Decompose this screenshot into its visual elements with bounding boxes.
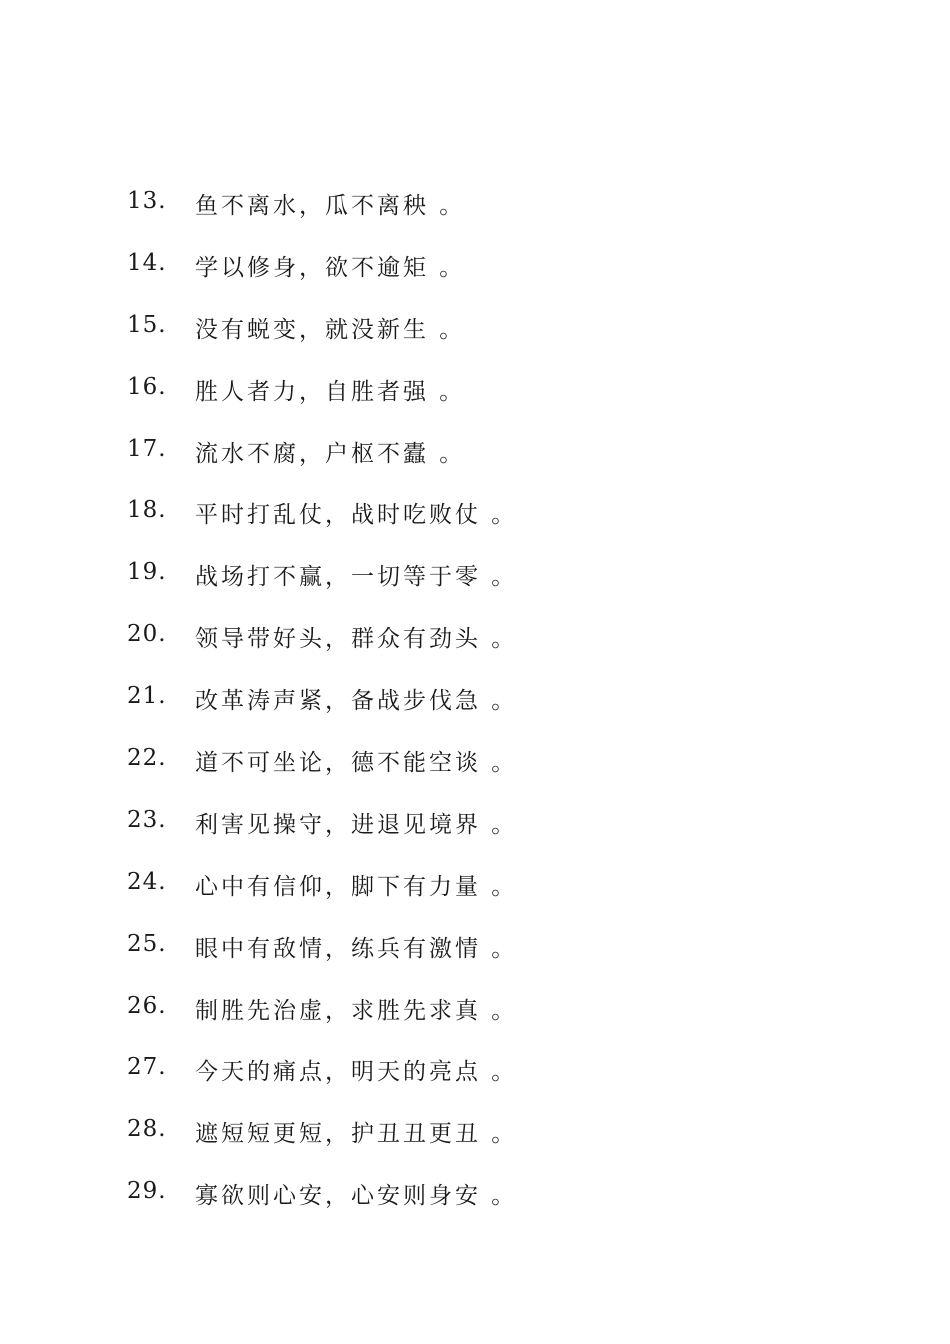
list-item	[0, 851, 950, 913]
item-number: 21.	[127, 683, 167, 710]
item-text: 流水不腐，户枢不蠹 。	[195, 440, 466, 467]
item-text: 寡欲则心安，心安则身安 。	[195, 1183, 518, 1210]
item-text: 胜人者力，自胜者强 。	[195, 378, 466, 405]
item-text: 道不可坐论，德不能空谈 。	[195, 750, 518, 777]
list-item	[0, 356, 950, 418]
list-item	[0, 232, 950, 294]
item-text: 领导带好头，群众有劲头 。	[195, 626, 518, 653]
list-item	[0, 479, 950, 541]
numbered-list	[0, 170, 950, 1222]
list-item	[0, 1160, 950, 1222]
item-text: 制胜先治虚，求胜先求真 。	[195, 997, 518, 1024]
item-number: 20.	[127, 621, 167, 648]
list-item	[0, 975, 950, 1037]
item-text: 鱼不离水，瓜不离秧 。	[195, 193, 466, 219]
item-number: 23.	[127, 806, 167, 833]
item-text: 没有蜕变，就没新生 。	[195, 316, 466, 343]
list-item	[0, 294, 950, 356]
item-number: 19.	[127, 559, 167, 586]
item-number: 16.	[127, 373, 167, 400]
list-item	[0, 1036, 950, 1098]
list-item	[0, 665, 950, 727]
item-number: 26.	[127, 992, 167, 1019]
item-number: 15.	[127, 311, 167, 338]
item-number: 14.	[127, 249, 167, 276]
item-text: 学以修身，欲不逾矩 。	[195, 254, 466, 281]
item-text: 改革涛声紧，备战步伐急 。	[195, 688, 518, 715]
item-text: 战场打不赢，一切等于零 。	[195, 564, 518, 591]
list-item	[0, 727, 950, 789]
item-number: 29.	[127, 1178, 167, 1205]
list-item	[0, 170, 950, 232]
list-item	[0, 603, 950, 665]
item-number: 17.	[127, 435, 167, 462]
item-text: 平时打乱仗，战时吃败仗 。	[195, 502, 518, 529]
list-item	[0, 1098, 950, 1160]
item-number: 22.	[127, 745, 167, 772]
item-number: 25.	[127, 930, 167, 957]
item-number: 18.	[127, 497, 167, 524]
item-text: 利害见操守，进退见境界 。	[195, 811, 518, 838]
item-text: 遮短短更短，护丑丑更丑 。	[195, 1121, 518, 1148]
item-number: 13.	[127, 188, 167, 214]
item-text: 今天的痛点，明天的亮点 。	[195, 1059, 518, 1086]
item-number: 28.	[127, 1116, 167, 1143]
list-item	[0, 789, 950, 851]
list-item	[0, 541, 950, 603]
item-number: 27.	[127, 1054, 167, 1081]
list-item	[0, 913, 950, 975]
list-item	[0, 418, 950, 480]
item-text: 眼中有敌情，练兵有激情 。	[195, 935, 518, 962]
item-number: 24.	[127, 868, 167, 895]
item-text: 心中有信仰，脚下有力量 。	[195, 873, 518, 900]
